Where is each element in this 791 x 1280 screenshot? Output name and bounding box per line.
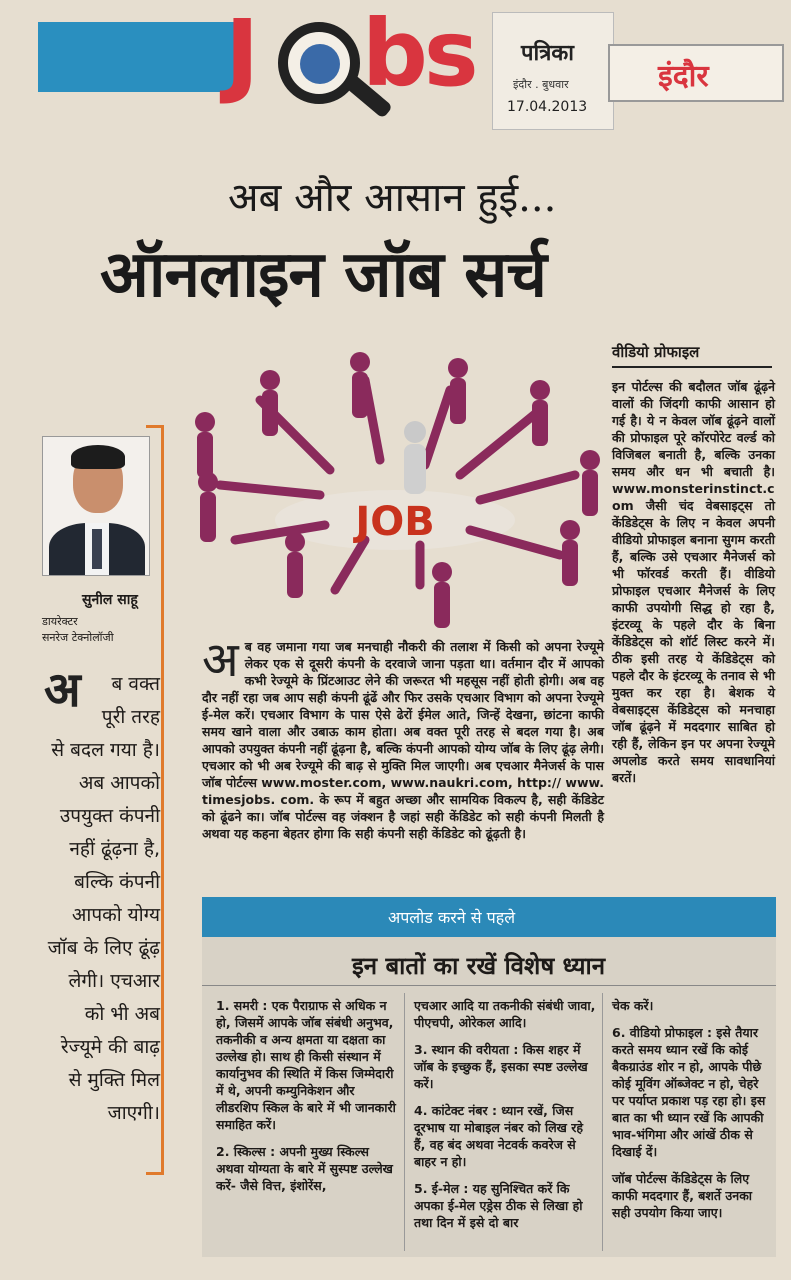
magnifier-people-icon: [278, 22, 360, 104]
author-role-line1: डायरेक्टर: [42, 615, 78, 628]
quote-drop-letter: अ: [44, 662, 81, 718]
column-divider: [602, 993, 603, 1251]
tip-paragraph: जॉब पोर्टल्स केंडिडेट्स के लिए काफी मददगार हैं, बशर्ते उनका सही उपयोग किया जाए।: [612, 1171, 753, 1220]
pull-quote: [44, 662, 160, 1130]
job-search-illustration: [180, 350, 610, 640]
job-word: JOB: [355, 499, 435, 545]
tips-column-2: [414, 997, 596, 1241]
tip-paragraph: 4. कांटेक्ट नंबर : ध्यान रखें, जिस दूरभाष या मोबाइल नंबर को लिख रहे हैं, वह बंद अथवा नेटवर्क कवरेज से बाहर न हो।: [414, 1103, 584, 1169]
issue-date: 17.04.2013: [507, 99, 588, 115]
tip-paragraph: एचआर आदि या तकनीकी संबंधी जावा, पीएचपी, ओरेकल आदि।: [414, 998, 596, 1030]
tip-paragraph: 6. वीडियो प्रोफाइल : इसे तैयार करते समय ध्यान रखें कि कोई बैकग्राउंड शोर न हो, आपके पीछे कोई मूविंग ऑब्जेक्ट न हो, चेहरे पर पर्याप्त प्रकाश पड़ रहा हो। इस बात का भी ध्यान रखें कि आपकी भाव-भंगिमा और आंखें ठीक से दिखाई दें।: [612, 1025, 766, 1159]
tips-column-3: [612, 997, 772, 1231]
tips-title: इन बातों का रखें विशेष ध्यान: [352, 952, 606, 980]
masthead-box: [492, 12, 614, 130]
tips-box: [202, 897, 776, 1257]
body-drop-letter: अ: [202, 632, 239, 688]
tip-paragraph: 3. स्थान की वरीयता : किस शहर में जॉब के इच्छुक हैं, इसका स्पष्ट उल्लेख करें।: [414, 1042, 588, 1091]
tip-paragraph: 2. स्किल्स : अपनी मुख्य स्किल्स अथवा योग्यता के बारे में सुस्पष्ट उल्लेख करें- जैसे वित्त, इंशोरेंस,: [216, 1144, 393, 1193]
author-photo: [42, 436, 150, 576]
article-body: [202, 632, 604, 842]
sidebar-heading: वीडियो प्रोफाइल: [612, 342, 772, 368]
tips-divider: [202, 985, 776, 986]
paper-subline: इंदौर . बुधवार: [513, 78, 569, 91]
header-blue-bar: [38, 22, 238, 92]
city-tag: [608, 44, 784, 102]
tip-paragraph: चेक करें।: [612, 998, 654, 1013]
tips-column-1: [216, 997, 398, 1204]
jobs-logo-j: J: [225, 0, 256, 107]
author-role: [42, 614, 114, 646]
article-headline: ऑनलाइन जॉब सर्च: [100, 238, 546, 312]
author-role-line2: सनरेज टेक्नोलॉजी: [42, 631, 114, 644]
tip-paragraph: 5. ई-मेल : यह सुनिश्चित करें कि अपका ई-मेल एड्रेस ठीक से लिखा हो तथा दिन में इसे दो बार: [414, 1181, 583, 1230]
jobs-logo-bs: bs: [362, 0, 475, 107]
city-name: इंदौर: [658, 59, 709, 94]
author-name: सुनील साहू: [82, 592, 138, 608]
tip-paragraph: 1. समरी : एक पैराग्राफ से अधिक न हो, जिसमें आपके जॉब संबंधी अनुभव, तकनीकी व अन्य क्षमता या दक्षता का उल्लेख हो। साथ ही किसी संस्थान में कार्यानुभव की स्थिति में किस जिम्मेदारी में थे, अपनी कम्युनिकेशन और लीडरशिप स्किल के बारे में भी जानकारी समाहित करें।: [216, 998, 396, 1132]
tips-bar-label: अपलोड करने से पहले: [388, 908, 516, 927]
sidebar-text: इन पोर्टल्स की बदौलत जॉब ढूंढ़ने वालों की जिंदगी काफी आसान हो गई है। ये न केवल जॉब ढूंढ़ने वालों की प्रोफाइल पूरे कॉरपोरेट वर्ल्ड को विजिबल बनाती है, बल्कि उनका समय और धन भी बचाती है। www.monsterinstinct.c om जैसी चंद वेबसाइट्स तो केंडिडेट्स के लिए न केवल अपनी वीडियो प्रोफाइल बनाना सुगम करती हैं, बल्कि उसे एचआर मैनेजर्स को भी फॉरवर्ड करती हैं। वीडियो प्रोफाइल एचआर मैनेजर्स के लिए काफी उपयोगी सिद्ध हो रहा है, इंटरव्यू के पहले दौर के बिना केंडिडेट्स को शॉर्ट लिस्ट करने में। ठीक इसी तरह ये केंडिडेट्स को पहले दौर के इंटरव्यू के तनाव से भी मुक्त कर रहा है। बेशक ये वेबसाइट्स केंडिडेट्स को मनचाहा जॉब ढूंढ़ने में मददगार साबित हो रही हैं, लेकिन इन पर अपना रेज्यूमे अपलोड करते समय सावधानियां बरतें।: [612, 379, 775, 785]
body-text: ब वह जमाना गया जब मनचाही नौकरी की तलाश में किसी को अपना रेज्यूमे लेकर एक से दूसरी कंपनी के दरवाजे जाना पड़ता था। वर्तमान दौर में आपको कभी रेज्यूमे के प्रिंटआउट लेने की जरूरत भी महसूस नहीं होती होगी। अब वह दौर नहीं रहा जब आप सही कंपनी ढूंढें और फिर उसके एचआर विभाग को अपना रेज्यूमे ई-मेल करें। एचआर विभाग के पास ऐसे ढेरों ईमेल आते, जिन्हें देखना, छांटना काफी समय खाने वाला और उबाऊ काम होता। अब वक्त पूरी तरह से बदल गया है। अब आपको उपयुक्त कंपनी नहीं ढूंढ़ना है, बल्कि कंपनी आपको योग्य जॉब के लिए ढूंढ़ लेगी। एचआर को भी अब रेज्यूमे की बाढ़ से मुक्ति मिल जाएगी। अब एचआर मैनेजर्स के पास जॉब पोर्टल्स www.moster.com, www.naukri.com, http:// www. timesjobs. com. के रूप में बहुत अच्छा और सामयिक विकल्प है, सही केंडिडेट को ढूंढने का। जॉब पोर्टल्स वह जंक्शन है जहां सही केंडिडेट को सही कंपनी मिलती है अथवा यह कहना बेहतर होगा कि सही कंपनी सही केंडिडेट को ढूंढ़ती है।: [202, 639, 604, 841]
quote-text: ब वक्त पूरी तरह से बदल गया है। अब आपको उपयुक्त कंपनी नहीं ढूंढ़ना है, बल्कि कंपनी आपको योग्य जॉब के लिए ढूंढ़ लेगी। एचआर को भी अब रेज्यूमे की बाढ़ से मुक्ति मिल जाएगी।: [47, 673, 160, 1124]
paper-name: पत्रिका: [521, 41, 574, 66]
column-divider: [404, 993, 405, 1251]
article-kicker: अब और आसान हुई...: [228, 175, 557, 221]
tips-bar: [202, 897, 776, 937]
